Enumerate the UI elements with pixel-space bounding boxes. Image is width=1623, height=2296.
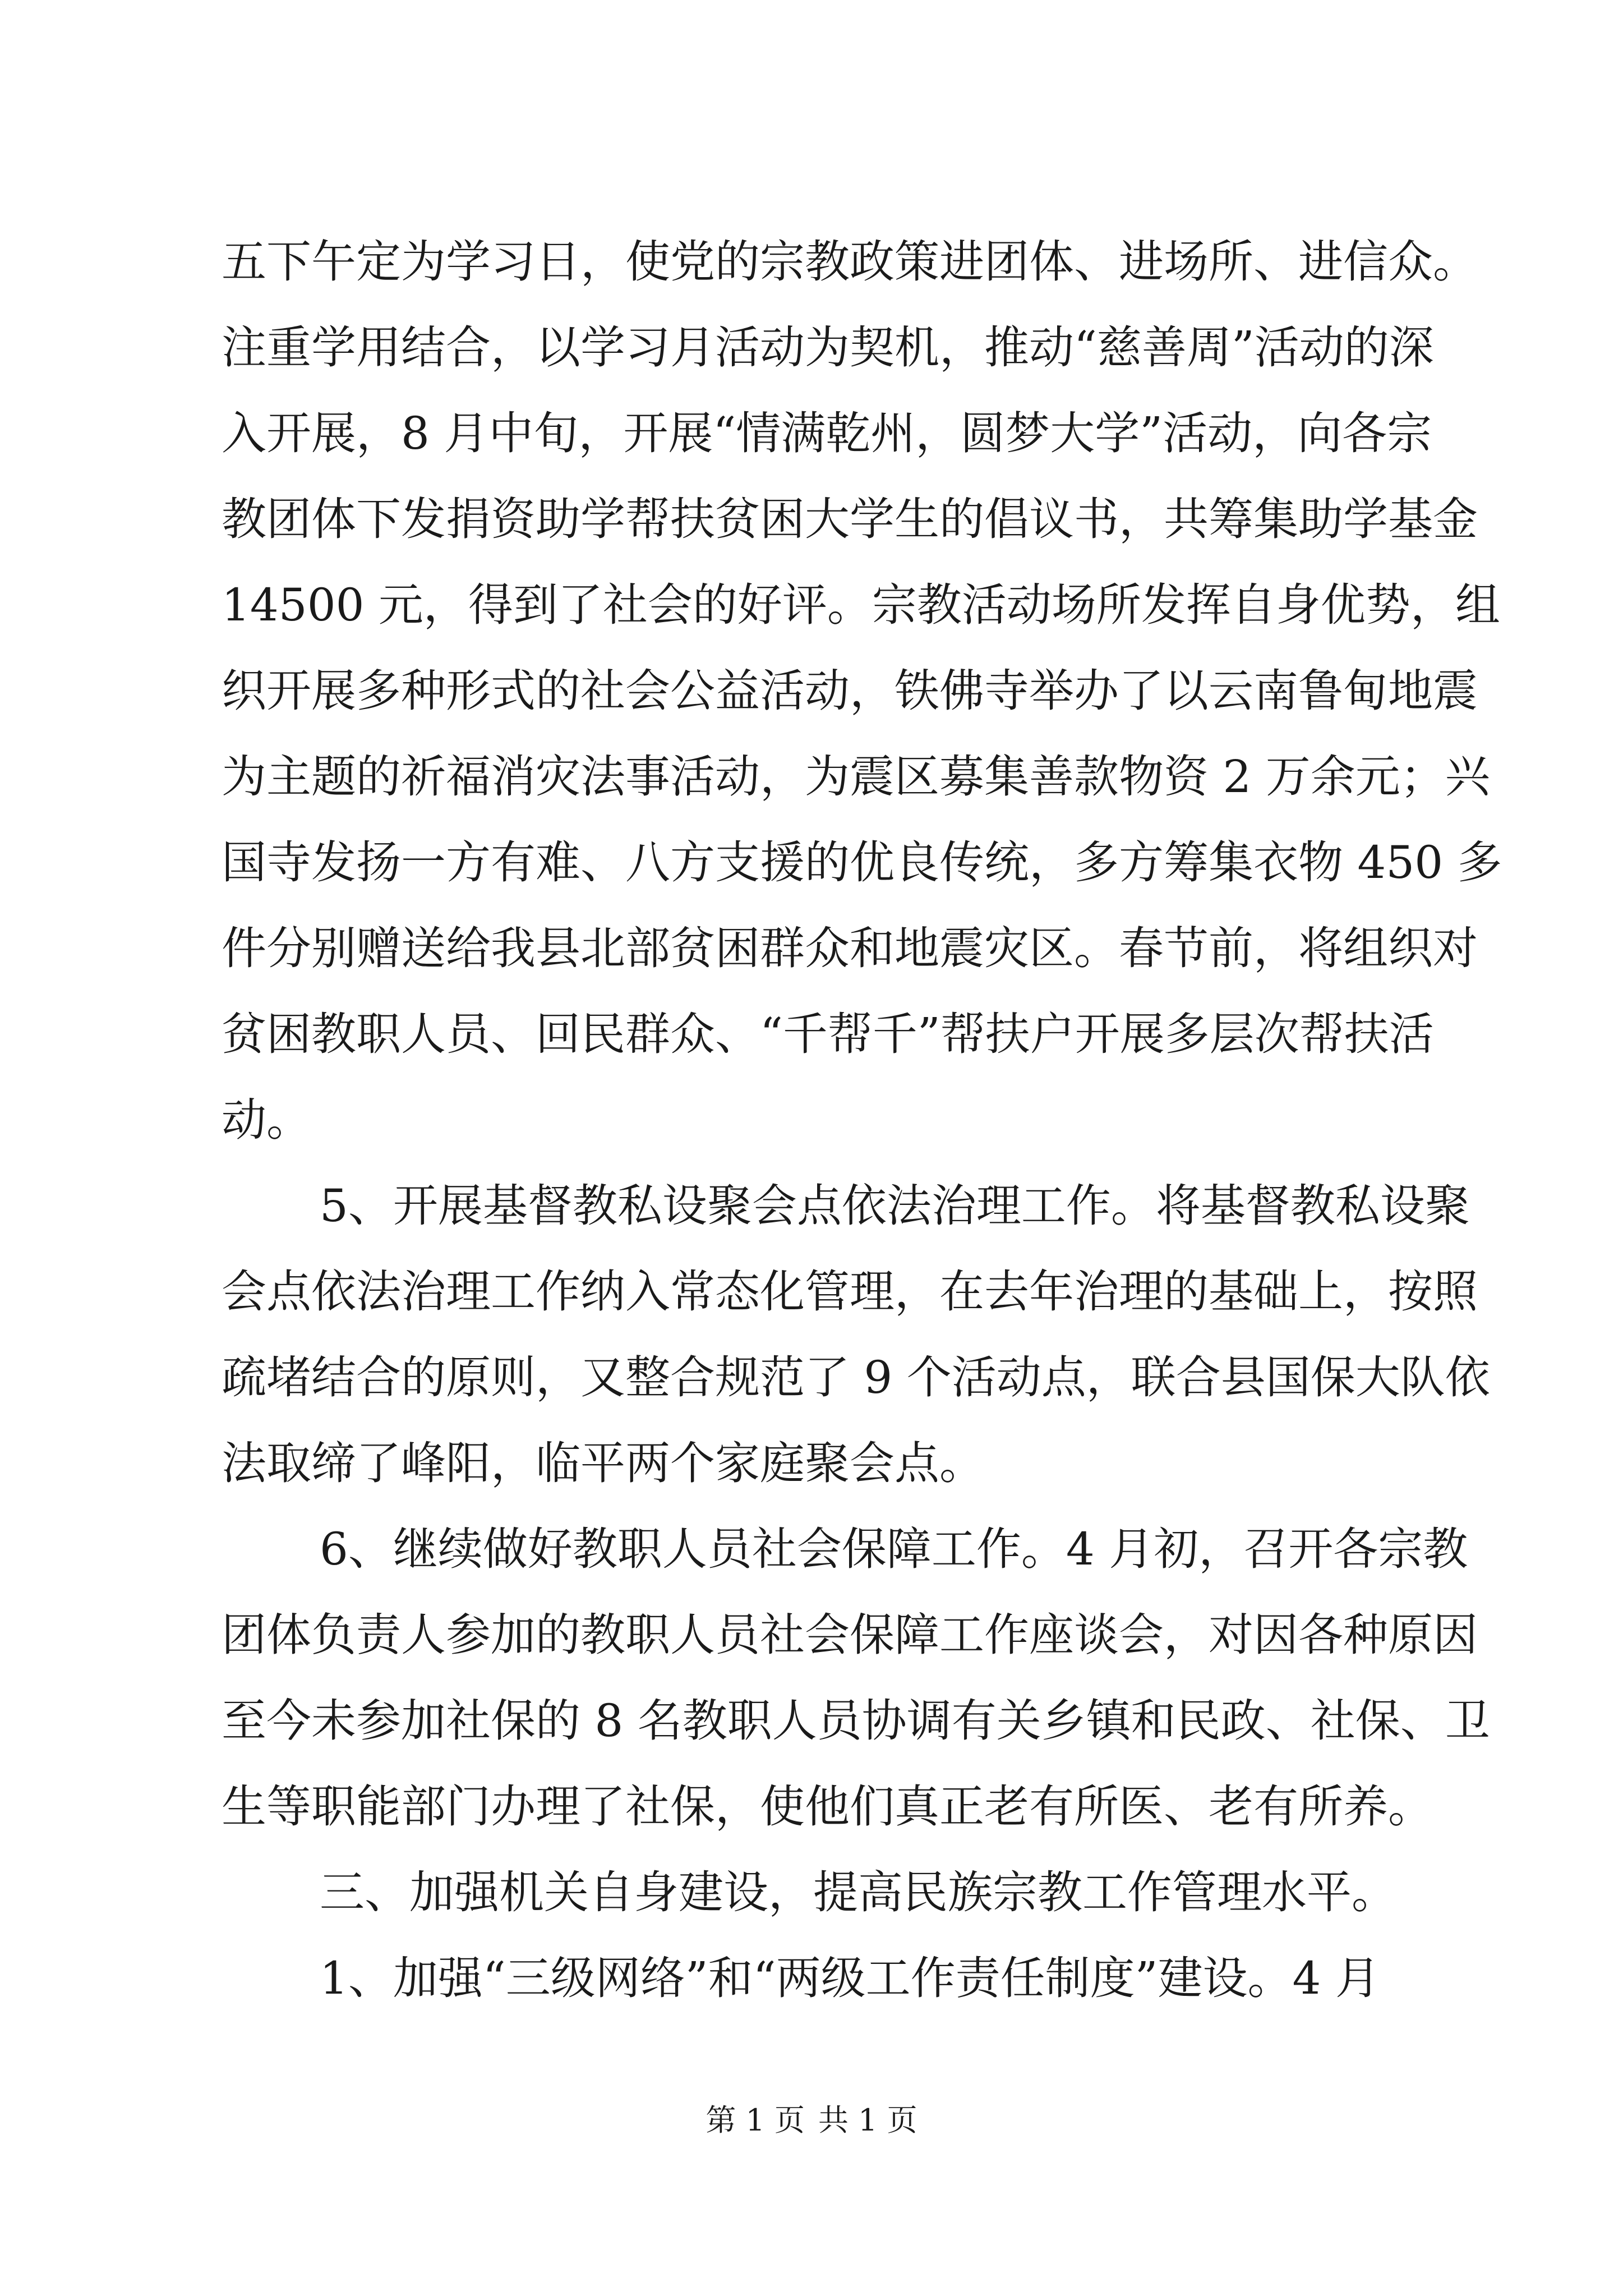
page-footer [0,2098,1623,2143]
text-line: 件分别赠送给我县北部贫困群众和地震灾区。春节前，将组织对 [222,922,1478,974]
text-line: 织开展多种形式的社会公益活动，铁佛寺举办了以云南鲁甸地震 [222,665,1478,717]
text-line: 6、继续做好教职人员社会保障工作。4 月初，召开各宗教 [320,1523,1468,1575]
text-line: 贫困教职人员、回民群众、“千帮千”帮扶户开展多层次帮扶活 [222,1008,1434,1060]
text-line: 1、加强“三级网络”和“两级工作责任制度”建设。4 月 [320,1952,1380,2004]
text-line: 至今未参加社保的 8 名教职人员协调有关乡镇和民政、社保、卫 [222,1695,1490,1747]
text-line: 注重学用结合，以学习月活动为契机，推动“慈善周”活动的深 [222,321,1434,374]
text-line: 为主题的祈福消灾法事活动，为震区募集善款物资 2 万余元；兴 [222,751,1490,803]
text-line: 三、加强机关自身建设，提高民族宗教工作管理水平。 [320,1866,1396,1918]
page-total: 共 1 页 [818,2102,917,2138]
text-line: 教团体下发捐资助学帮扶贫困大学生的倡议书，共筹集助学基金 [222,493,1478,545]
text-line: 疏堵结合的原则，又整合规范了 9 个活动点，联合县国保大队依 [222,1351,1490,1404]
text-line: 入开展，8 月中旬，开展“情满乾州，圆梦大学”活动，向各宗 [222,407,1432,459]
text-line: 14500 元，得到了社会的好评。宗教活动场所发挥自身优势，组 [222,579,1500,631]
text-line: 团体负责人参加的教职人员社会保障工作座谈会，对因各种原因 [222,1609,1478,1661]
text-line: 法取缔了峰阳，临平两个家庭聚会点。 [222,1437,984,1489]
text-line: 5、开展基督教私设聚会点依法治理工作。将基督教私设聚 [320,1180,1470,1232]
text-line: 国寺发扬一方有难、八方支援的优良传统，多方筹集衣物 450 多 [222,836,1502,889]
page-number: 第 1 页 [706,2102,805,2138]
text-line: 动。 [222,1094,311,1146]
document-body [222,219,1502,2021]
text-line: 生等职能部门办理了社保，使他们真正老有所医、老有所养。 [222,1780,1433,1833]
text-line: 会点依法治理工作纳入常态化管理，在去年治理的基础上，按照 [222,1266,1478,1318]
text-line: 五下午定为学习日，使党的宗教政策进团体、进场所、进信众。 [222,236,1478,288]
